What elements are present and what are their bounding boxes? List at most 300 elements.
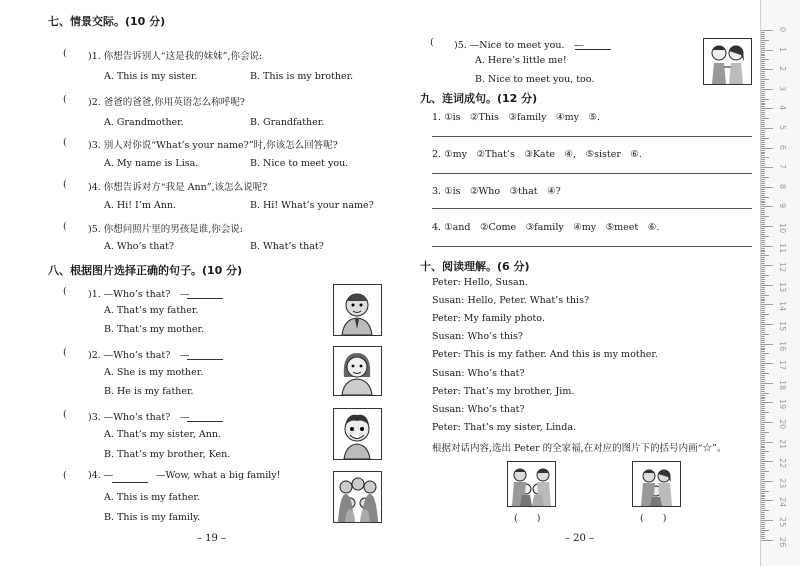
ruler-tick [761, 71, 765, 72]
ruler-tick [761, 487, 765, 488]
ruler-tick [761, 455, 765, 456]
ruler-tick [761, 422, 773, 423]
ruler-tick [761, 157, 769, 158]
ruler-number: 16 [778, 340, 787, 351]
ruler-tick [761, 397, 765, 398]
ruler-tick [761, 75, 765, 76]
ruler-tick [761, 463, 765, 464]
ruler-tick [761, 520, 773, 521]
ruler-tick [761, 93, 765, 94]
ruler-tick [761, 59, 769, 60]
ruler-tick [761, 97, 765, 98]
ruler-tick [761, 212, 765, 213]
ruler-tick [761, 379, 765, 380]
ruler-tick [761, 257, 765, 258]
option-a: A. She is my mother. [104, 367, 204, 378]
ruler-tick [761, 279, 765, 280]
ruler-tick [761, 248, 765, 249]
ruler-tick [761, 420, 765, 421]
ruler-tick [761, 144, 765, 145]
question-text: )3. 别人对你说“What’s your name?”时,你该怎么回答呢? [88, 140, 338, 151]
ruler-tick [761, 526, 765, 527]
ruler-tick [761, 365, 765, 366]
ruler-tick [761, 428, 765, 429]
ruler-tick [761, 236, 769, 237]
ruler-tick [761, 493, 765, 494]
mother-portrait-picture [333, 346, 382, 396]
ruler-tick [761, 436, 765, 437]
ruler-tick [761, 500, 773, 501]
ruler-tick [761, 300, 765, 301]
ruler-tick [761, 536, 765, 537]
section-8-title: 八、根据图片选择正确的句子。(10 分) [48, 264, 243, 277]
ruler-tick [761, 265, 773, 266]
ruler-tick [761, 465, 765, 466]
ruler-tick [761, 112, 765, 113]
ruler-tick [761, 36, 765, 37]
ruler-tick [761, 346, 765, 347]
ruler-tick [761, 250, 765, 251]
ruler-tick [761, 377, 765, 378]
ruler-tick [761, 371, 765, 372]
dialogue-line: Peter: My family photo. [432, 313, 545, 324]
ruler-tick [761, 55, 765, 56]
ruler-number: 23 [778, 477, 787, 488]
ruler-tick [761, 275, 769, 276]
ruler-tick [761, 408, 765, 409]
answer-paren[interactable]: ( [63, 286, 67, 297]
ruler-tick [761, 104, 765, 105]
answer-blank[interactable] [112, 474, 148, 483]
ruler-tick [761, 400, 765, 401]
ruler-tick [761, 234, 765, 235]
ruler-number: 22 [778, 458, 787, 469]
ruler-tick [761, 106, 765, 107]
ruler-number: 3 [778, 85, 787, 91]
ruler-tick [761, 259, 765, 260]
ruler-tick [761, 146, 765, 147]
option-b: B. Hi! What’s your name? [250, 200, 374, 211]
ruler-tick [761, 404, 765, 405]
ruler-tick [761, 195, 765, 196]
ruler-tick [761, 32, 765, 33]
question-text: )1. 你想告诉别人“这是我的妹妹”,你会说: [88, 51, 263, 62]
ruler-tick [761, 77, 765, 78]
ruler-tick [761, 134, 765, 135]
ruler-tick [761, 140, 765, 141]
ruler-tick [761, 224, 765, 225]
ruler-tick [761, 359, 765, 360]
ruler-tick [761, 534, 765, 535]
section-9-title: 九、连词成句。(12 分) [420, 92, 538, 105]
answer-line-4[interactable] [432, 246, 752, 247]
answer-line-2[interactable] [432, 173, 752, 174]
ruler-tick [761, 183, 765, 184]
ruler-tick [761, 116, 765, 117]
ruler-tick [761, 246, 773, 247]
ruler-tick [761, 67, 765, 68]
ruler-tick [761, 142, 765, 143]
option-a: A. Hi! I’m Ann. [104, 200, 176, 211]
ruler-tick [761, 159, 765, 160]
ruler-tick [761, 357, 765, 358]
ruler-tick [761, 302, 765, 303]
ruler-tick [761, 440, 765, 441]
ruler-tick [761, 318, 765, 319]
ruler-tick [761, 52, 765, 53]
ruler-tick [761, 469, 765, 470]
question-text: )5. —Nice to meet you. — [454, 40, 584, 51]
ruler-tick [761, 169, 765, 170]
ruler-tick [761, 336, 765, 337]
ruler-tick [761, 361, 765, 362]
ruler-tick [761, 334, 769, 335]
ruler-tick [761, 532, 765, 533]
ruler-tick [761, 293, 765, 294]
ruler-tick [761, 118, 769, 119]
ruler-number: 21 [778, 438, 787, 449]
ruler-tick [761, 193, 765, 194]
ruler-tick [761, 412, 769, 413]
option-b: B. Grandfather. [250, 117, 325, 128]
ruler-tick [761, 87, 765, 88]
question-text: )4. — [88, 470, 114, 481]
reading-instruction: 根据对话内容,选出 Peter 的全家福,在对应的图片下的括号内画“☆”。 [432, 443, 727, 454]
ruler-tick [761, 426, 765, 427]
ruler-tick [761, 444, 765, 445]
ruler-tick [761, 442, 773, 443]
ruler-tick [761, 496, 765, 497]
big-family-picture [333, 471, 382, 523]
dialogue-line: Susan: Who’s that? [432, 368, 525, 379]
dialogue-line: Peter: This is my father. And this is my mother. [432, 349, 658, 360]
ruler-tick [761, 406, 765, 407]
ruler-tick [761, 438, 765, 439]
ruler-tick [761, 163, 765, 164]
ruler-tick [761, 110, 765, 111]
answer-blank[interactable] [575, 41, 611, 50]
ruler-tick [761, 483, 765, 484]
ruler-number: 5 [778, 125, 787, 131]
ruler-tick [761, 46, 765, 47]
question-reply: —Wow, what a big family! [156, 470, 281, 481]
ruler-tick [761, 255, 769, 256]
dialogue-line: Susan: Who’s this? [432, 331, 523, 342]
ruler-tick [761, 61, 765, 62]
answer-paren[interactable]: ( [63, 137, 67, 148]
ruler-tick [761, 453, 765, 454]
ruler-tick [761, 99, 769, 100]
ruler-tick [761, 355, 765, 356]
ruler-tick [761, 283, 765, 284]
ruler-tick [761, 391, 765, 392]
father-portrait-picture [333, 284, 382, 336]
ruler-tick [761, 518, 765, 519]
ruler-number: 1 [778, 46, 787, 52]
ruler-tick [761, 434, 765, 435]
answer-paren[interactable]: ( [63, 409, 67, 420]
ruler-tick [761, 495, 765, 496]
ruler-tick [761, 85, 765, 86]
option-b: B. What’s that? [250, 241, 324, 252]
ruler-number: 18 [778, 379, 787, 390]
option-a: A. This is my father. [104, 492, 200, 503]
ruler-tick [761, 510, 769, 511]
option-b: B. This is my family. [104, 512, 201, 523]
answer-paren[interactable]: ( [63, 48, 67, 59]
ruler-number: 13 [778, 281, 787, 292]
ruler-tick [761, 273, 765, 274]
ruler-tick [761, 124, 765, 125]
ruler-tick [761, 451, 769, 452]
ruler-tick [761, 150, 765, 151]
ruler-tick [761, 363, 773, 364]
ruler-tick [761, 299, 765, 300]
ruler-tick [761, 81, 765, 82]
ruler-tick [761, 430, 765, 431]
ruler-tick [761, 524, 765, 525]
dialogue-line: Peter: That’s my brother, Jim. [432, 386, 575, 397]
ruler-tick [761, 381, 765, 382]
option-a: A. Who’s that? [104, 241, 174, 252]
question-text: )1. —Who’s that? — [88, 289, 190, 300]
ruler-tick [761, 95, 765, 96]
ruler-tick [761, 199, 765, 200]
ruler-tick [761, 385, 765, 386]
ruler-tick [761, 114, 765, 115]
answer-paren[interactable]: ( [63, 94, 67, 105]
ruler-tick [761, 202, 765, 203]
ruler-tick [761, 424, 765, 425]
ruler-tick [761, 40, 769, 41]
answer-paren[interactable]: ( [63, 470, 67, 481]
ruler-tick [761, 387, 765, 388]
ruler-tick [761, 271, 765, 272]
ruler-tick [761, 120, 765, 121]
dialogue-line: Susan: Hello, Peter. What’s this? [432, 295, 590, 306]
ruler-tick [761, 83, 765, 84]
answer-paren-1[interactable]: ( ) [514, 513, 541, 524]
ruler-tick [761, 161, 765, 162]
ruler-tick [761, 320, 765, 321]
ruler-tick [761, 251, 765, 252]
unscramble-item-4: 4. ①and ②Come ③family ④my ⑤meet ⑥. [432, 222, 660, 233]
family-photo-option-2 [632, 461, 681, 507]
ruler-tick [761, 373, 769, 374]
ruler-tick [761, 528, 765, 529]
ruler-tick [761, 402, 773, 403]
ruler-tick [761, 477, 765, 478]
option-a: A. This is my sister. [104, 71, 198, 82]
ruler-tick [761, 153, 765, 154]
ruler-tick [761, 189, 765, 190]
section-10-title: 十、阅读理解。(6 分) [420, 260, 530, 273]
ruler-tick [761, 459, 765, 460]
ruler-tick [761, 208, 765, 209]
question-text: )3. —Who’s that? — [88, 412, 190, 423]
ruler-tick [761, 44, 765, 45]
ruler-tick [761, 152, 765, 153]
page-number: – 20 – [565, 533, 595, 544]
answer-paren[interactable]: ( [430, 37, 434, 48]
ruler-number: 7 [778, 164, 787, 170]
ruler-tick [761, 447, 765, 448]
ruler-tick [761, 348, 765, 349]
option-b: B. This is my brother. [250, 71, 354, 82]
ruler-tick [761, 187, 773, 188]
answer-line-3[interactable] [432, 208, 752, 209]
ruler-tick [761, 89, 773, 90]
ruler-tick [761, 103, 765, 104]
ruler-tick [761, 175, 765, 176]
ruler-tick [761, 308, 765, 309]
ruler-tick [761, 540, 773, 541]
ruler-number: 11 [778, 242, 787, 253]
ruler-tick [761, 287, 765, 288]
ruler-tick [761, 467, 765, 468]
ruler-tick [761, 398, 765, 399]
ruler-tick [761, 416, 765, 417]
ruler-tick [761, 330, 765, 331]
ruler-tick [761, 353, 769, 354]
ruler-tick [761, 253, 765, 254]
option-a: A. That’s my father. [104, 305, 199, 316]
ruler-tick [761, 242, 765, 243]
option-a: A. My name is Lisa. [104, 158, 199, 169]
ruler-tick [761, 485, 765, 486]
ruler-tick [761, 481, 773, 482]
ruler-tick [761, 508, 765, 509]
ruler-tick [761, 514, 765, 515]
option-b: B. He is my father. [104, 386, 194, 397]
ruler-tick [761, 304, 773, 305]
ruler-tick [761, 185, 765, 186]
ruler-tick [761, 34, 765, 35]
ruler-number: 15 [778, 321, 787, 332]
ruler-tick [761, 204, 765, 205]
answer-paren[interactable]: ( [63, 347, 67, 358]
section-7-title: 七、情景交际。(10 分) [48, 15, 166, 28]
ruler-tick [761, 222, 765, 223]
ruler-tick [761, 506, 765, 507]
ruler-tick [761, 316, 765, 317]
ruler-tick [761, 216, 769, 217]
unscramble-item-1: 1. ①is ②This ③family ④my ⑤. [432, 112, 600, 123]
question-text: )4. 你想告诉对方“我是 Ann”,该怎么说呢? [88, 182, 268, 193]
option-a: A. That’s my sister, Ann. [104, 429, 222, 440]
ruler-tick [761, 410, 765, 411]
answer-paren[interactable]: ( [63, 221, 67, 232]
boy-portrait-picture [333, 408, 382, 460]
option-b: B. Nice to meet you, too. [475, 74, 595, 85]
ruler-tick [761, 277, 765, 278]
answer-line-1[interactable] [432, 136, 752, 137]
unscramble-item-2: 2. ①my ②That’s ③Kate ④, ⑤sister ⑥. [432, 149, 642, 160]
ruler-tick [761, 489, 765, 490]
ruler-number: 25 [778, 517, 787, 528]
ruler-tick [761, 432, 769, 433]
ruler-tick [761, 42, 765, 43]
ruler-tick [761, 289, 765, 290]
option-b: B. That’s my mother. [104, 324, 205, 335]
ruler-tick [761, 504, 765, 505]
ruler-number: 14 [778, 301, 787, 312]
ruler-tick [761, 122, 765, 123]
ruler-tick [761, 375, 765, 376]
ruler-tick [761, 340, 765, 341]
ruler-tick [761, 351, 765, 352]
ruler-tick [761, 263, 765, 264]
answer-paren-2[interactable]: ( ) [640, 513, 667, 524]
ruler-tick [761, 138, 769, 139]
ruler-tick [761, 322, 765, 323]
ruler-tick [761, 173, 765, 174]
page-20 [395, 0, 760, 566]
page-19 [0, 0, 395, 566]
ruler-tick [761, 57, 765, 58]
ruler-tick [761, 126, 765, 127]
ruler-tick [761, 73, 765, 74]
ruler-tick [761, 63, 765, 64]
answer-paren[interactable]: ( [63, 179, 67, 190]
ruler-tick [761, 367, 765, 368]
ruler-number: 17 [778, 360, 787, 371]
unscramble-item-3: 3. ①is ②Who ③that ④? [432, 186, 561, 197]
question-text: )2. 爸爸的爸爸,你用英语怎么称呼呢? [88, 97, 245, 108]
ruler-tick [761, 108, 773, 109]
ruler-tick [761, 267, 765, 268]
answer-blank[interactable] [187, 290, 223, 299]
ruler-tick [761, 69, 773, 70]
ruler-tick [761, 342, 765, 343]
ruler-tick [761, 191, 765, 192]
answer-blank[interactable] [187, 413, 223, 422]
option-b: B. That’s my brother, Ken. [104, 449, 231, 460]
ruler-number: 19 [778, 399, 787, 410]
ruler-tick [761, 516, 765, 517]
ruler-tick [761, 310, 765, 311]
ruler-tick [761, 101, 765, 102]
ruler-tick [761, 91, 765, 92]
ruler-tick [761, 314, 769, 315]
ruler-number: 20 [778, 419, 787, 430]
ruler-tick [761, 226, 773, 227]
option-a: A. Grandmother. [104, 117, 184, 128]
ruler-tick [761, 238, 765, 239]
ruler-tick [761, 326, 765, 327]
ruler-number: 24 [778, 497, 787, 508]
ruler-tick [761, 281, 765, 282]
ruler-tick [761, 498, 765, 499]
ruler-tick [761, 136, 765, 137]
page-number: – 19 – [197, 533, 227, 544]
ruler-tick [761, 230, 765, 231]
ruler-number: 26 [778, 536, 787, 547]
ruler-tick [761, 449, 765, 450]
ruler-number: 12 [778, 262, 787, 273]
ruler-tick [761, 269, 765, 270]
ruler-tick [761, 306, 765, 307]
ruler-tick [761, 512, 765, 513]
answer-blank[interactable] [187, 351, 223, 360]
ruler-tick [761, 414, 765, 415]
ruler-tick [761, 446, 765, 447]
ruler-tick [761, 522, 765, 523]
ruler-number: 6 [778, 144, 787, 150]
ruler-tick [761, 538, 765, 539]
ruler-tick [761, 261, 765, 262]
ruler-tick [761, 393, 769, 394]
